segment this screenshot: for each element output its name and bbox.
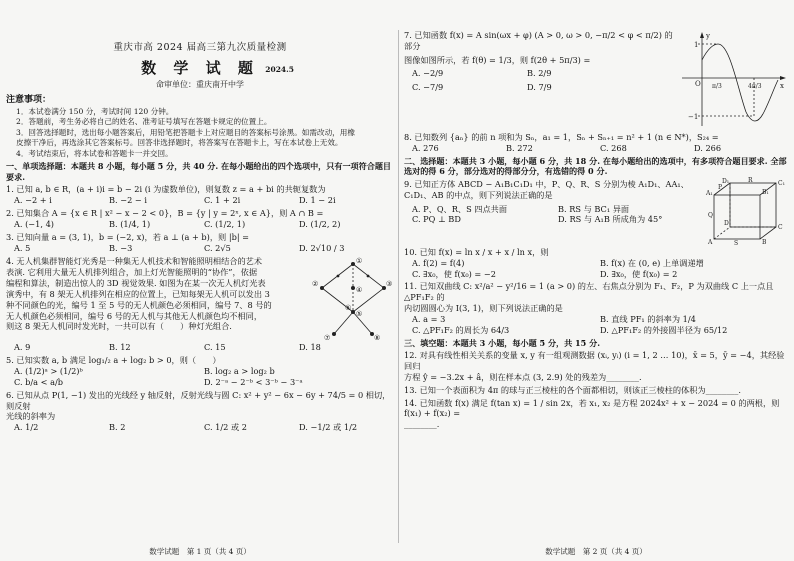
notice-item: 4．考试结束后，将本试卷和答题卡一并交回。 — [16, 148, 173, 158]
question-9 — [404, 177, 788, 245]
cube-label: R — [748, 177, 753, 184]
question-line: 14. 已知函数 f(x) 满足 f(tan x) = 1 / sin 2x，若 x₁, x₂ 是方程 2024x² + x − 2024 = 0 的两根，则 f(x₁) + f(x₂) = — [404, 397, 780, 419]
option: B. 直线 PF₁ 的斜率为 1/4 — [600, 313, 696, 324]
question-2: 2. 已知集合 A = {x ∈ R | x² − x − 2 < 0}，B = {y | y = 2ˣ, x ∈ A}，则 A ∩ B = — [6, 208, 324, 219]
question-line: 4. 无人机集群智能灯光秀是一种集无人机技术和智能照明相结合的艺术 — [6, 256, 263, 267]
option: B. 12 — [109, 342, 131, 353]
cube-label: P — [718, 184, 723, 191]
option: C. 2√5 — [204, 242, 231, 253]
question-11 — [404, 281, 788, 313]
option: A. f(2) = f(4) — [412, 257, 465, 268]
option: D. 2√10 / 3 — [299, 242, 345, 253]
setter-unit: 命审单位：重庆南开中学 — [156, 80, 244, 90]
question-11-options — [404, 314, 788, 336]
page-2-footer: 数学试题 第 2 页（共 4 页） — [545, 547, 647, 557]
option: B. (1/4, 1) — [109, 218, 151, 229]
section-1-heading: 一、单项选择题：本题共 8 小题，每小题 5 分，共 40 分. 在每小题给出的四个选项中，只有一项符合题目要求. — [6, 161, 392, 182]
option: B. −2 − i — [109, 195, 147, 206]
section-line: 二、选择题：本题共 3 小题，每小题 6 分，共 18 分. 在每小题给出的选项中，有多项符合题目要求. 全部 — [404, 155, 787, 166]
question-6-options — [6, 422, 394, 433]
option: C. −7/9 — [412, 82, 444, 93]
question-9-body — [404, 177, 704, 245]
sine-graph-figure — [678, 30, 788, 130]
cube-label: C — [778, 224, 783, 231]
option: A. a = 3 — [412, 313, 446, 324]
page-2 — [404, 0, 788, 561]
option: D. ∃x₀，使 f(x₀) = 2 — [600, 268, 678, 279]
question-line: 方程 ŷ = −3.2x + â，则在样本点 (3, 2.9) 处的残差为________. — [404, 371, 642, 382]
option: A. 5 — [14, 242, 31, 253]
question-4-text — [6, 256, 312, 342]
question-line: 编程和算法，制造出惊人的 3D 视觉效果. 如图为在某一次无人机灯光表 — [6, 278, 266, 289]
question-line: 种不同颜色的光，编号 1 至 5 号的无人机颜色必须相同，编号 7、8 号的 — [6, 299, 272, 310]
fig-label: ① — [356, 257, 363, 266]
question-4 — [6, 256, 394, 342]
option: B. f(x) 在 (0, e) 上单调递增 — [600, 257, 704, 268]
option: D. 1 − 2i — [299, 195, 336, 206]
question-5: 5. 已知实数 a, b 满足 log₁/₂ a + log₂ b > 0，则（ ） — [6, 355, 221, 366]
exam-date: 2024.5 — [265, 64, 294, 74]
cube-label: D₁ — [722, 178, 730, 185]
question-line: C₁D₁、AB 的中点，则下列说法正确的是 — [404, 189, 553, 200]
question-1: 1. 已知 a, b ∈ R，(a + i)i = b − 2i (i 为虚数单位)，则复数 z = a + bi 的共轭复数为 — [6, 184, 326, 195]
cube-label: Q — [708, 212, 713, 219]
section-2-heading — [404, 156, 788, 177]
graph-tick: 4π/3 — [748, 83, 762, 90]
option: D. 2⁻ᵃ − 2⁻ᵇ < 3⁻ᵇ − 3⁻ᵃ — [204, 376, 303, 387]
graph-label-one: 1 — [694, 41, 699, 49]
fig-label: ⑤ — [356, 310, 363, 319]
option: B. −3 — [109, 242, 133, 253]
option: B. RS 与 BC₁ 异面 — [558, 203, 630, 214]
graph-tick: π/3 — [712, 83, 722, 90]
question-8-options — [404, 143, 788, 154]
graph-label-y: y — [706, 32, 710, 40]
question-line: 11. 已知双曲线 C: x²/a² − y²/16 = 1 (a > 0) 的左、右焦点分别为 F₁、F₂，P 为双曲线 C 上一点且 △PF₁F₂ 的 — [404, 281, 774, 303]
notice-item: 皮擦干净后，再选涂其它答案标号。回答非选择题时，将答案写在答题卡上，写在本试卷上无效。 — [16, 138, 343, 148]
section-3-heading: 三、填空题：本题共 3 小题，每小题 5 分，共 15 分. — [404, 337, 601, 348]
exam-title — [6, 59, 394, 79]
question-7-body — [404, 30, 678, 130]
question-line: 6. 已知从点 P(1, −1) 发出的光线经 y 轴反射，反射光线与圆 C: x² + y² − 6x − 6y + 74/5 = 0 相切，则反射 — [6, 389, 391, 411]
option: C. 1 + 2i — [204, 195, 241, 206]
notice-item: 3．回答选择题时，选出每小题答案后，用铅笔把答题卡上对应题目的答案标号涂黑。如需改动，用橡 — [16, 127, 355, 137]
option: B. 2/9 — [527, 68, 552, 79]
cube-label: B₁ — [762, 189, 769, 196]
drone-formation-figure — [312, 256, 394, 342]
question-line: 光线的斜率为 — [6, 411, 56, 422]
fig-label: ⑧ — [374, 334, 381, 343]
option: C. ∃x₀，使 f(x₀) = −2 — [412, 268, 496, 279]
option: D. 18 — [299, 342, 321, 353]
option: D. 7/9 — [527, 82, 552, 93]
option: A. 9 — [14, 342, 31, 353]
question-line: 图像如图所示，若 f(θ) = 1/3，则 f(2θ + 5π/3) = — [404, 54, 591, 65]
question-line: 演秀中，有 8 架无人机排列在相应的位置上，已知每架无人机可以发出 3 — [6, 288, 270, 299]
title-text: 数 学 试 题 — [141, 58, 259, 77]
question-line: 7. 已知函数 f(x) = A sin(ωx + φ) (A > 0, ω > 0, −π/2 < φ < π/2) 的部分 — [404, 30, 673, 51]
option: C. PQ ⊥ BD — [412, 214, 461, 225]
fig-label: ⑦ — [324, 334, 331, 343]
option: C. (1/2, 1) — [204, 218, 246, 229]
notice-item: 2．答题前，考生务必将自己的姓名、准考证号填写在答题卡规定的位置上。 — [16, 117, 272, 127]
option: C. △PF₁F₂ 的周长为 64/3 — [412, 324, 510, 335]
question-line: 内切圆圆心为 I(3, 1)，则下列说法正确的是 — [404, 303, 563, 314]
option: B. 2 — [109, 422, 126, 433]
question-9-options — [404, 204, 704, 226]
question-14 — [404, 398, 788, 430]
question-4-options — [6, 342, 394, 353]
cube-label: D — [724, 220, 729, 227]
question-12 — [404, 350, 788, 382]
fig-label: ② — [312, 280, 319, 289]
question-7-options-cd — [404, 82, 642, 93]
section-line: 选对的得 6 分，部分选对的得部分分，有选错的得 0 分. — [404, 166, 608, 177]
question-8: 8. 已知数列 {aₙ} 的前 n 项和为 Sₙ，a₁ = 1，Sₙ + Sₙ₊₁ = n² + 1 (n ∈ N*)，S₂₄ = — [404, 132, 719, 142]
option: A. 276 — [412, 142, 439, 153]
option: A. −2/9 — [412, 68, 444, 79]
cube-label: C₁ — [778, 180, 785, 187]
question-line: 表演. 它利用大量无人机排列组合，加上灯光智能照明的“协作”，依据 — [6, 267, 258, 278]
fig-label: ⑥ — [345, 304, 352, 313]
option: D. (1/2, 2) — [299, 218, 341, 229]
cube-label: A₁ — [706, 190, 713, 197]
option: B. log₂ a > log₂ b — [204, 366, 275, 377]
question-7-options-ab — [404, 68, 642, 79]
cube-label: A — [708, 239, 713, 245]
question-13: 13. 已知一个表面积为 4π 的球与正三棱柱的各个面都相切，则该正三棱柱的体积为________. — [404, 384, 741, 395]
option: A. −2 + i — [14, 195, 52, 206]
question-7 — [404, 30, 788, 130]
question-3-options — [6, 243, 394, 254]
page-divider — [398, 30, 399, 543]
question-2-options — [6, 219, 394, 230]
option: A. (1/2)ᵃ > (1/2)ᵇ — [14, 366, 83, 377]
notice-title: 注意事项： — [6, 94, 52, 105]
question-3: 3. 已知向量 a = (3, 1)，b = (−2, x)，若 a ⊥ (a + b)，则 |b| = — [6, 231, 250, 242]
option: A. (−1, 4) — [14, 218, 54, 229]
graph-label-origin: O — [695, 80, 701, 88]
graph-label-x: x — [780, 82, 784, 90]
option: B. 272 — [506, 142, 533, 153]
option: D. RS 与 A₁B 所成角为 45° — [558, 214, 663, 225]
exam-header: 重庆市高 2024 届高三第九次质量检测 — [113, 42, 287, 53]
question-6 — [6, 390, 394, 422]
option: C. 268 — [600, 142, 627, 153]
option: D. 266 — [694, 142, 722, 153]
fig-label: ④ — [356, 286, 363, 295]
option: D. △PF₁F₂ 的外接圆半径为 65/12 — [600, 324, 728, 335]
notice-list — [6, 107, 394, 159]
graph-label-neg-one: −1 — [688, 113, 699, 121]
cube-label: S — [734, 240, 739, 245]
cube-figure — [704, 177, 788, 245]
option: C. b/a < a/b — [14, 376, 64, 387]
question-line: 9. 已知正方体 ABCD − A₁B₁C₁D₁ 中，P、Q、R、S 分别为棱 A₁D₁、AA₁、 — [404, 179, 689, 189]
question-10-options — [404, 258, 788, 280]
option: C. 15 — [204, 342, 226, 353]
question-10: 10. 已知 f(x) = ln x / x + x / ln x，则 — [404, 247, 549, 257]
option: A. 1/2 — [14, 422, 39, 433]
question-line: 无人机颜色必须相同，编号 6 号的无人机与其他无人机颜色均不相同， — [6, 310, 263, 321]
question-5-options — [6, 366, 394, 388]
page-1-footer: 数学试题 第 1 页（共 4 页） — [149, 547, 251, 557]
fig-label: ③ — [386, 280, 393, 289]
option: C. 1/2 或 2 — [204, 422, 247, 433]
question-line: ________. — [404, 419, 440, 430]
notice-item: 1．本试卷满分 150 分，考试时间 120 分钟。 — [16, 106, 174, 116]
question-line: 12. 对具有线性相关关系的变量 x, y 有一组观测数据 (xᵢ, yᵢ) (i = 1, 2 … 10)，x̄ = 5，ȳ = −4，其经验回归 — [404, 350, 785, 372]
page-1 — [6, 0, 394, 561]
question-line: 则这 8 架无人机同时发光时，一共可以有（ ）种灯光组合. — [6, 321, 232, 332]
option: A. P、Q、R、S 四点共面 — [412, 203, 508, 214]
option: D. −1/2 或 1/2 — [299, 422, 358, 433]
question-1-options — [6, 195, 394, 206]
cube-label: B — [762, 239, 767, 245]
